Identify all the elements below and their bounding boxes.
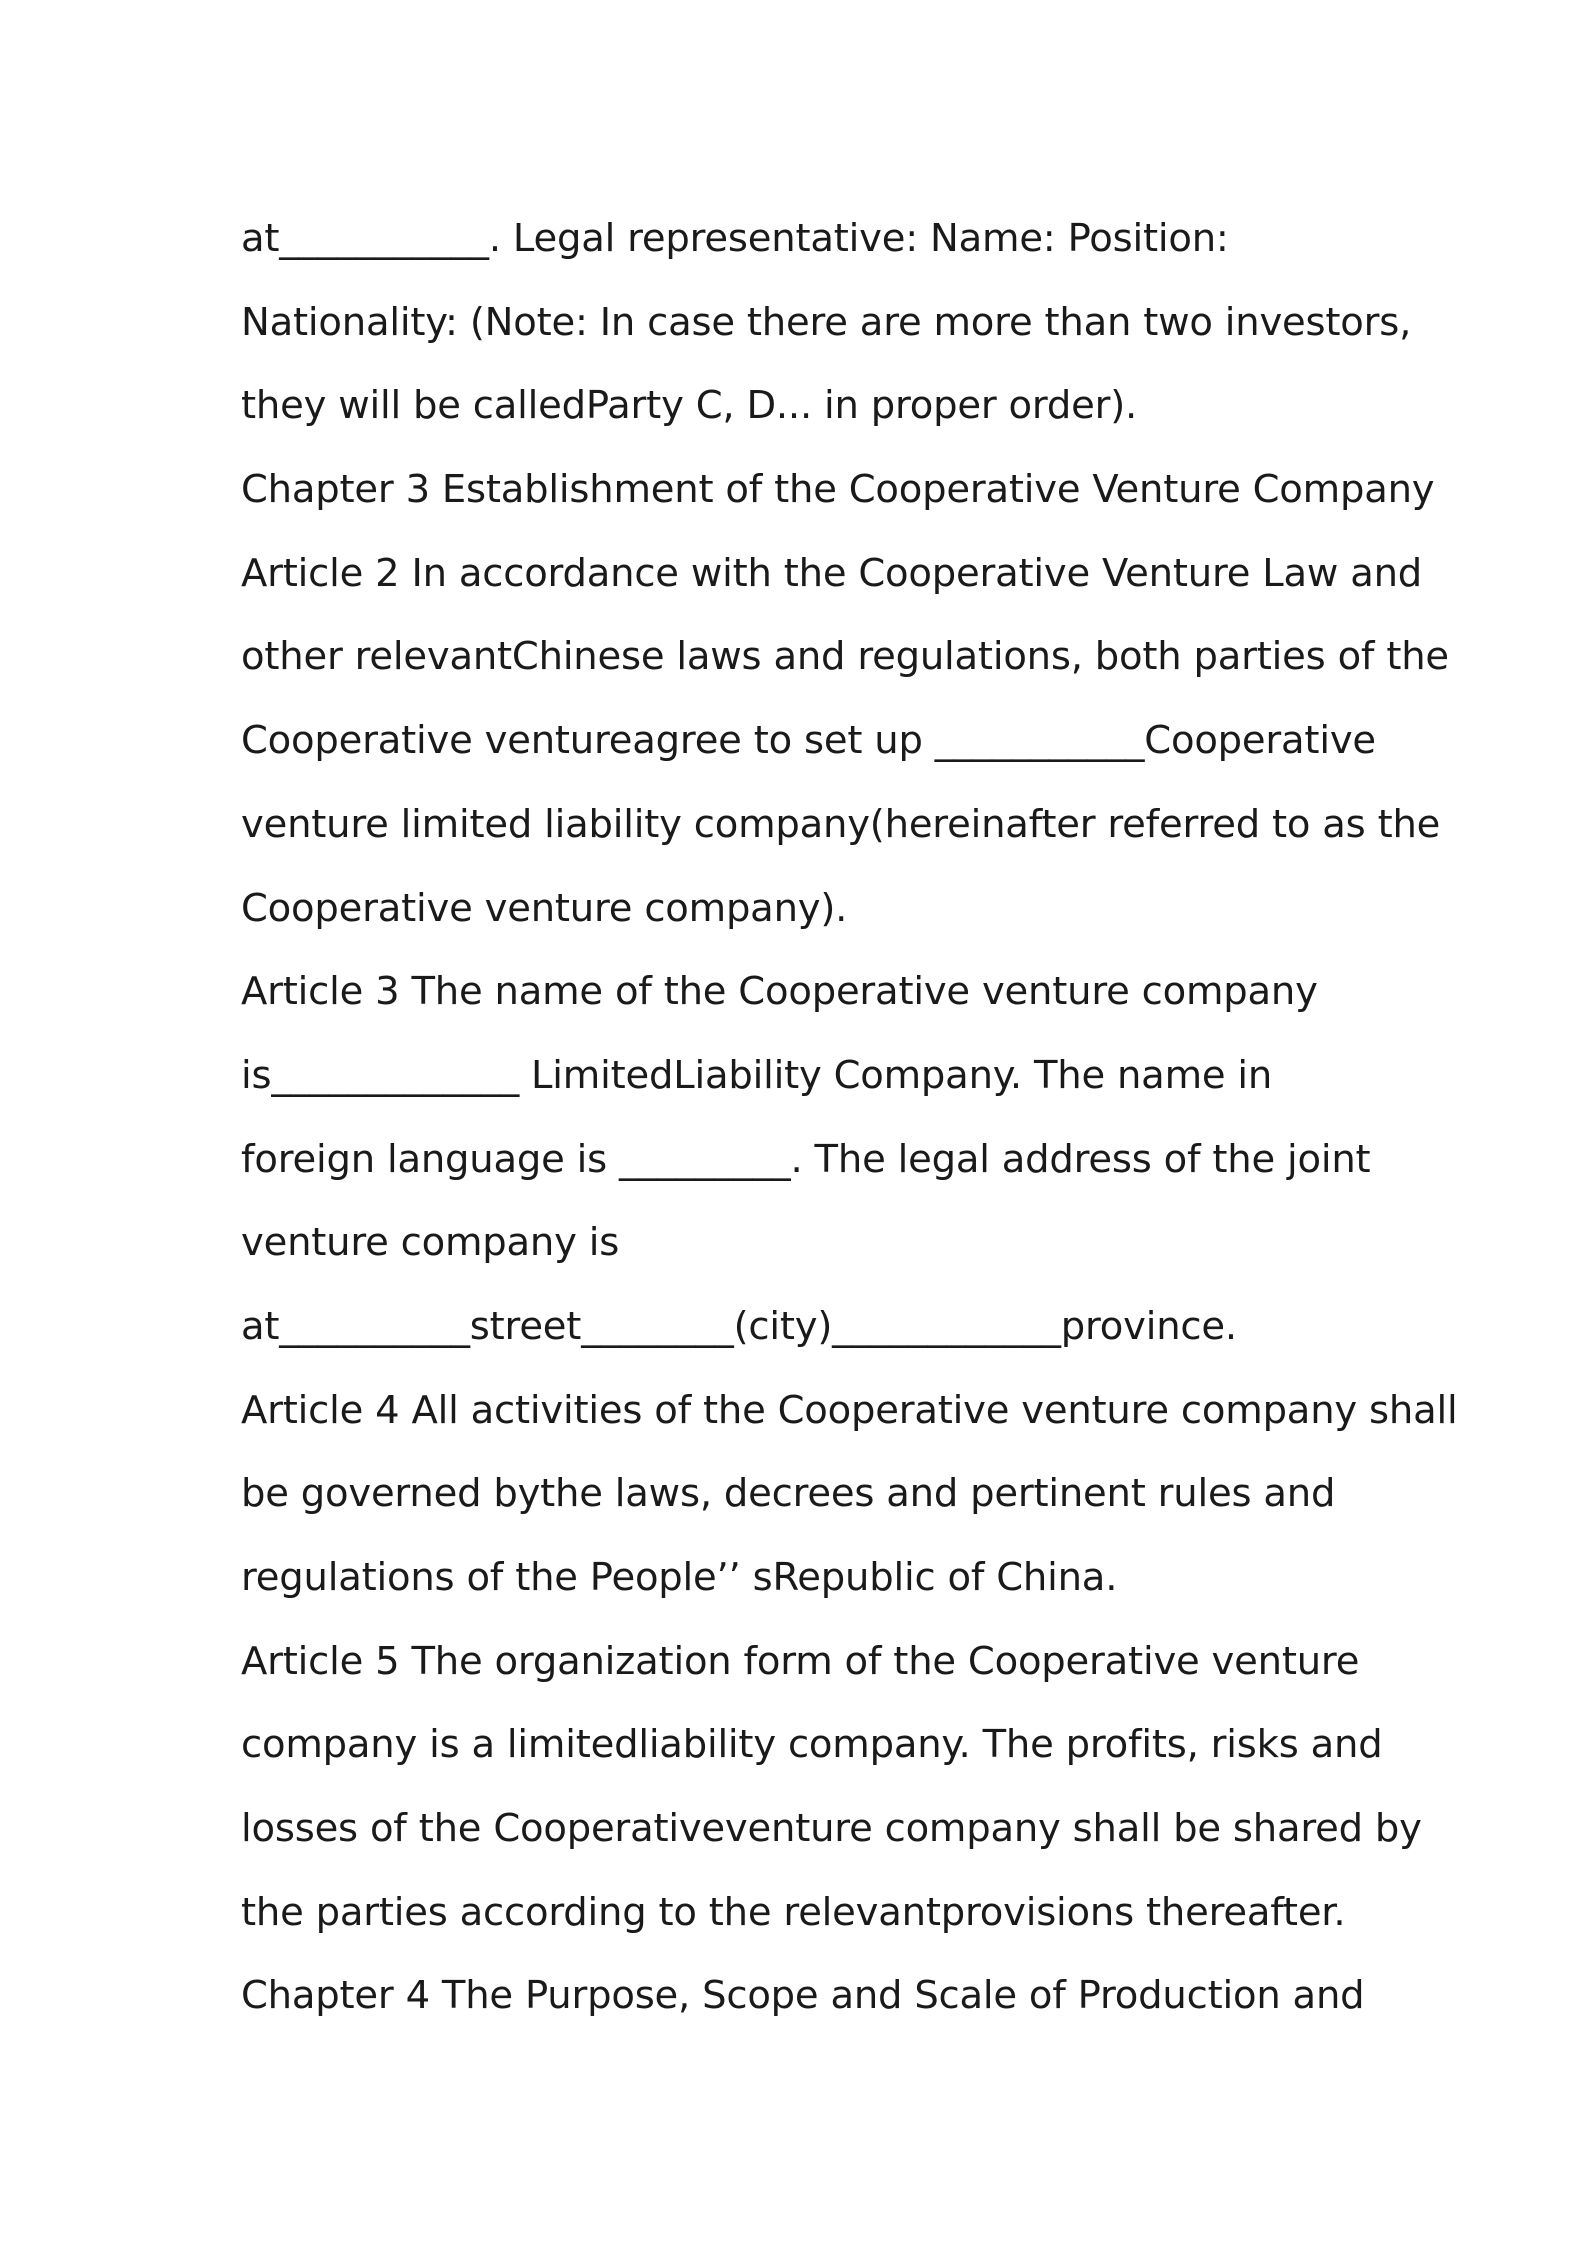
document-body — [241, 197, 1458, 2038]
article-3-line-3: foreign language is _________. The legal address of the joint — [241, 1136, 1371, 1182]
text-line-2: Nationality: (Note: In case there are more than two investors, — [241, 299, 1412, 345]
text-line-1: at___________. Legal representative: Name: Position: — [241, 216, 1229, 261]
article-2-line-4: venture limited liability company(hereinafter referred to as the — [241, 801, 1441, 847]
article-3-line-2: is_____________ LimitedLiability Company. The name in — [241, 1052, 1273, 1098]
article-4-line-3: regulations of the People’’ sRepublic of China. — [241, 1555, 1118, 1600]
article-5-line-4: the parties according to the relevantprovisions thereafter. — [241, 1889, 1346, 1935]
article-3-line-4: venture company is — [241, 1220, 620, 1266]
article-5-line-1: Article 5 The organization form of the Cooperative venture — [241, 1638, 1360, 1684]
article-4-line-1: Article 4 All activities of the Cooperative venture company shall — [241, 1387, 1458, 1433]
article-5-line-3: losses of the Cooperativeventure company shall be shared by — [241, 1806, 1422, 1852]
article-2-line-1: Article 2 In accordance with the Cooperative Venture Law and — [241, 550, 1423, 596]
article-2-line-5: Cooperative venture company). — [241, 885, 848, 931]
article-2-line-3: Cooperative ventureagree to set up ___________Cooperative — [241, 718, 1376, 764]
article-3-line-1: Article 3 The name of the Cooperative venture company — [241, 969, 1318, 1015]
article-5-line-2: company is a limitedliability company. The profits, risks and — [241, 1722, 1383, 1768]
text-line-3: they will be calledParty C, D... in proper order). — [241, 383, 1138, 429]
article-2-line-2: other relevantChinese laws and regulations, both parties of the — [241, 634, 1449, 680]
chapter-4-heading: Chapter 4 The Purpose, Scope and Scale of Production and — [241, 1973, 1365, 2019]
chapter-3-heading: Chapter 3 Establishment of the Cooperative Venture Company — [241, 467, 1435, 513]
article-3-line-5: at__________street________(city)____________province. — [241, 1303, 1237, 1349]
article-4-line-2: be governed bythe laws, decrees and pertinent rules and — [241, 1471, 1336, 1517]
